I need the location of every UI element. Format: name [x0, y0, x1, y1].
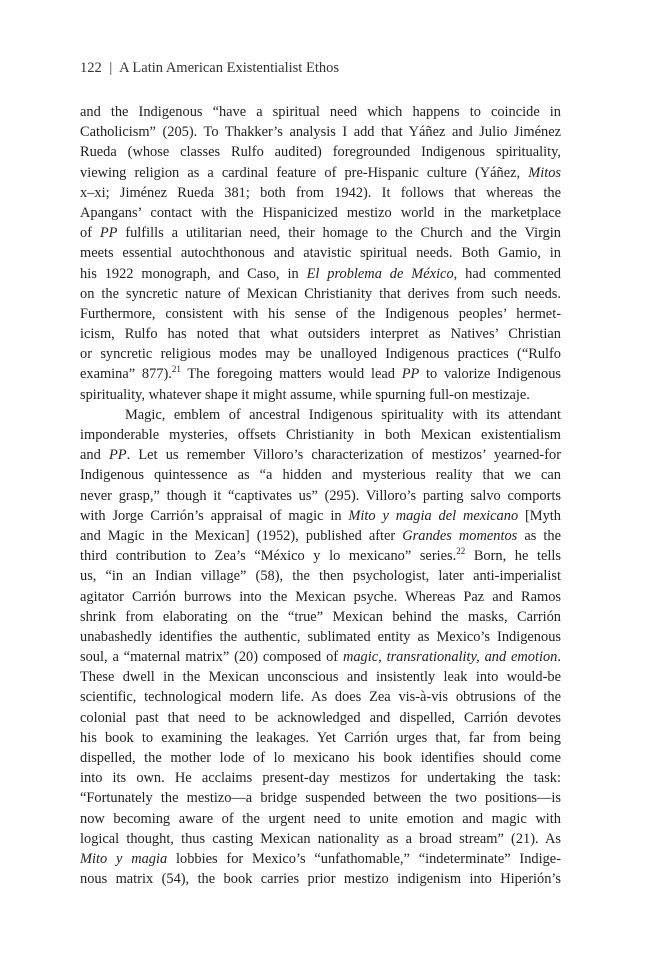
text-line [80, 627, 561, 647]
text-run: us, “in an Indian village” (58), the then psychologist, later anti-imperialist [80, 568, 561, 585]
text-run: “Fortunately the mestizo—a bridge suspended between the two positions—is [80, 790, 561, 807]
text-run: on the syncretic nature of Mexican Christianity that derives from such needs. [80, 285, 561, 302]
text-run: Magic, emblem of ancestral Indigenous spirituality with its attendant [125, 406, 561, 423]
text-run: The foregoing matters would lead [180, 366, 402, 383]
text-run: shrink from elaborating on the “true” Mexican behind the masks, Carrión [80, 608, 561, 625]
text-line [80, 142, 561, 162]
text-run: and the Indigenous “have a spiritual need which happens to coincide in [80, 104, 561, 120]
text-run: spirituality, whatever shape it might assume, while spurning full-on mestizaje. [80, 386, 530, 403]
text-line [80, 809, 561, 829]
text-line [80, 425, 561, 445]
text-line [80, 122, 561, 142]
text-run: examina” 877). [80, 366, 172, 383]
text-run: logical thought, thus casting Mexican nationality as a broad stream” (21). As [80, 830, 561, 847]
text-run: now becoming aware of the urgent need to unite emotion and magic with [80, 810, 561, 827]
text-line [80, 788, 561, 808]
text-run: unabashedly identifies the authentic, sublimated entity as Mexico’s Indigenous [80, 628, 561, 645]
text-line [80, 183, 561, 203]
text-line [80, 687, 561, 707]
text-run: and [80, 447, 109, 464]
text-line [80, 223, 561, 243]
body-text [80, 102, 561, 889]
text-line [80, 526, 561, 546]
text-run: dispelled, the mother lode of lo mexicano his book identifies should come [80, 750, 561, 766]
text-run: x–xi; Jiménez Rueda 381; both from 1942). It follows that whereas the [80, 184, 561, 201]
text-run: Born, he tells [465, 548, 561, 565]
text-run: icism, Rulfo has noted that what outsiders interpret as Natives’ Christian [80, 326, 561, 343]
page-number: 122 [80, 60, 102, 76]
italic-text: PP [99, 225, 118, 242]
text-line [80, 304, 561, 324]
text-line [80, 445, 561, 465]
text-line [80, 607, 561, 627]
text-run: to valorize Indigenous [419, 366, 561, 383]
text-run: Apangans’ contact with the Hispanicized mestizo world in the marketplace [80, 204, 561, 221]
text-run: meets essential autochthonous and atavistic spiritual needs. Both Gamio, in [80, 245, 561, 262]
text-run: agitator Carrión burrows into the Mexican psyche. Whereas Paz and Ramos [80, 588, 561, 605]
running-head [80, 60, 339, 77]
text-line [80, 748, 561, 768]
text-line [80, 506, 561, 526]
italic-text: PP [401, 366, 420, 383]
text-line [80, 667, 561, 687]
text-run: lobbies for Mexico’s “unfathomable,” “indeterminate” Indige- [167, 850, 561, 867]
text-line [80, 264, 561, 284]
text-run: Rueda (whose classes Rulfo audited) foregrounded Indigenous spirituality, [80, 144, 561, 161]
text-line [80, 203, 561, 223]
text-line [80, 364, 561, 384]
text-run: third contribution to Zea’s “México y lo mexicano” series. [80, 548, 457, 565]
text-run: [Myth [518, 507, 561, 524]
italic-text: magic, transrationality, and emotion [342, 649, 558, 666]
italic-text: Grandes momentos [402, 527, 518, 544]
text-line [80, 243, 561, 263]
text-line [80, 163, 561, 183]
text-line [80, 587, 561, 607]
text-line [80, 647, 561, 667]
text-run: , had commented [453, 265, 561, 282]
text-run: his book to examining the leakages. Yet Carrión urges that, far from being [80, 729, 561, 746]
text-line [80, 344, 561, 364]
text-run: soul, a “maternal matrix” (20) composed of [80, 649, 343, 666]
italic-text: PP [108, 447, 127, 464]
text-line [80, 768, 561, 788]
text-run: imponderable mysteries, offsets Christianity in both Mexican existentialism [80, 427, 561, 443]
text-line [80, 829, 561, 849]
text-run: never grasp,” though it “captivates us” (295). Villoro’s parting salvo comports [80, 487, 561, 504]
text-line [80, 465, 561, 485]
running-head-title: A Latin American Existentialist Ethos [119, 60, 339, 76]
text-run: colonial past that need to be acknowledged and dispelled, Carrión devotes [80, 709, 561, 726]
italic-text: Mitos [528, 164, 561, 181]
text-run: and Magic in the Mexican] (1952), published after [80, 527, 403, 544]
italic-text: El problema de México [306, 265, 454, 282]
running-head-separator: | [109, 60, 113, 76]
text-run: Catholicism” (205). To Thakker’s analysis I add that Yáñez and Julio Jiménez [80, 124, 561, 141]
text-run: his 1922 monograph, and Caso, in [80, 265, 307, 282]
text-line [80, 385, 561, 405]
italic-text: Mito y magia del mexicano [348, 507, 519, 524]
text-run: . [557, 649, 561, 666]
text-line [80, 405, 561, 425]
text-run: scientific, technological modern life. As does Zea vis-à-vis obtrusions of the [80, 689, 561, 706]
text-run: These dwell in the Mexican unconscious and insistently leak into would-be [80, 669, 561, 686]
text-line [80, 869, 561, 889]
text-run: with Jorge Carrión’s appraisal of magic in [80, 507, 349, 524]
text-line [80, 849, 561, 869]
text-line [80, 708, 561, 728]
text-run: into its own. He acclaims present-day mestizos for undertaking the task: [80, 770, 561, 787]
text-line [80, 324, 561, 344]
text-line [80, 728, 561, 748]
text-run: fulfills a utilitarian need, their homage to the Church and the Virgin [117, 225, 561, 242]
text-run: Indigenous quintessence as “a hidden and mysterious reality that we can [80, 467, 561, 484]
text-line [80, 546, 561, 566]
text-run: viewing religion as a cardinal feature of pre-Hispanic culture (Yáñez, [80, 164, 529, 181]
text-run: nous matrix (54), the book carries prior mestizo indigenism into Hiperión’s [80, 871, 561, 888]
text-run: as the [517, 527, 561, 544]
text-line [80, 486, 561, 506]
text-line [80, 102, 561, 122]
footnote-marker: 21 [171, 364, 181, 375]
italic-text: Mito y magia [80, 850, 168, 867]
text-line [80, 284, 561, 304]
text-run: . Let us remember Villoro’s characterization of mestizos’ yearned-for [126, 447, 561, 464]
text-line [80, 566, 561, 586]
text-run: or syncretic religious modes may be unalloyed Indigenous practices (“Rulfo [80, 346, 561, 363]
footnote-marker: 22 [456, 546, 466, 557]
text-run: Furthermore, consistent with his sense of the Indigenous peoples’ hermet- [80, 305, 561, 322]
text-run: of [80, 225, 100, 242]
